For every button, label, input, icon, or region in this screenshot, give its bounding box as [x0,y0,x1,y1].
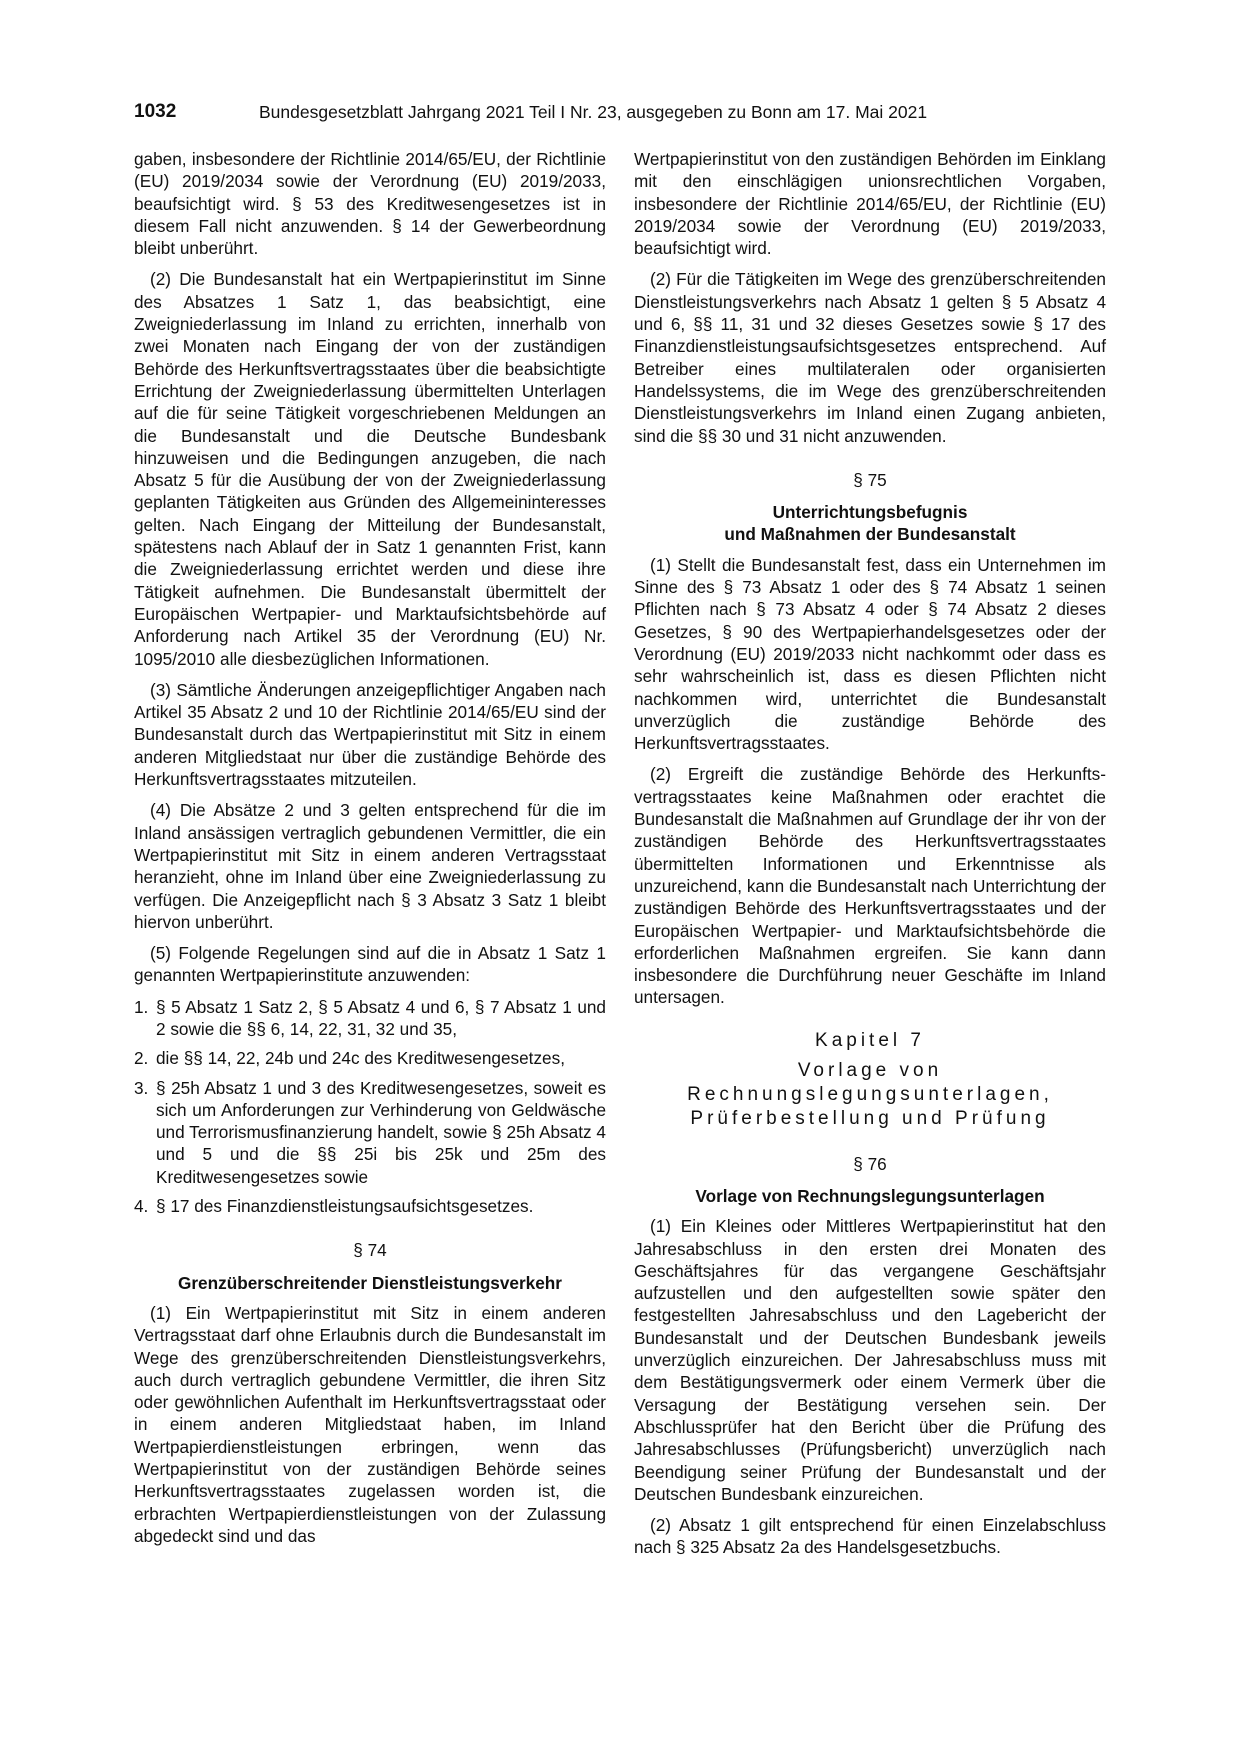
section-number: § 76 [853,1153,887,1174]
page-header [134,101,1094,131]
paragraph: (2) Die Bundesanstalt hat ein Wertpapierinstitut im Sinne des Absatzes 1 Satz 1, das beabsichtigt, eine Zweigniederlassung im Inland zu errichten, innerhalb von zwei Monaten nach Eingang der von der zuständigen Behörde des Herkunftsvertragsstaates über die beabsichtigte Errichtung der Zweigniederlassung übermittelten Unterlagen auf die für seine Tätigkeit vorgeschriebenen Meldungen an die Bundesanstalt und die Deutsche Bundesbank hinzuweisen und die Bedingungen anzugeben, die nach Absatz 5 für die Ausübung der von der Zweigniederlassung geplanten Tätigkeiten aus Gründen des Allgemeininteresses gelten. Nach Eingang der Mitteilung der Bundesanstalt, spätestens nach Ablauf der in Satz 1 genannten Frist, kann die Zweigniederlassung errichtet werden und diese ihre Tätigkeit aufnehmen. Die Bundesanstalt übermittelt der Europäischen Wertpapier- und Marktaufsichtsbehörde auf Anforderung nach Artikel 35 der Verordnung (EU) Nr. 1095/2010 alle diesbezüglichen Informationen. [134,269,606,669]
list-item [134,1047,606,1069]
right-column [634,148,1106,1568]
list-text: die §§ 14, 22, 24b und 24c des Kreditwesengesetzes, [156,1048,565,1069]
gazette-title: Bundesgesetzblatt Jahrgang 2021 Teil I Nr. 23, ausgegeben zu Bonn am 17. Mai 2021 [259,102,928,122]
chapter-title [634,1059,1106,1131]
paragraph: (1) Ein Kleines oder Mittleres Wertpapierinstitut hat den Jahresabschluss in den ersten drei Monaten des Geschäftsjahres für das vergangene Geschäftsjahr aufzustellen und den aufgestellten sowie später den festgestellten Jahresabschluss und den Lagebericht der Bundesanstalt und der Deutschen Bundesbank jeweils unverzüglich einzureichen. Der Jahresabschluss muss mit dem Bestätigungsvermerk oder einem Vermerk über die Versagung der Bestätigung versehen sein. Der Abschlussprüfer hat den Bericht über die Prüfung des Jahresabschlusses (Prüfungsbericht) unverzüglich nach Beendigung seiner Prüfung der Bundesanstalt und der Deutschen Bundesbank einzureichen. [634,1216,1106,1504]
section-title-line: und Maßnahmen der Bundesanstalt [724,524,1016,545]
list-item [134,996,606,1041]
chapter-title-line: Prüferbestellung und Prüfung [690,1107,1050,1129]
paragraph: (2) Für die Tätigkeiten im Wege des grenzüberschreitenden Dienstleistungsverkehrs nach Absatz 1 gelten § 5 Absatz 4 und 6, §§ 11, 31 und 32 dieses Gesetzes sowie § 17 des Finanzdienstleistungsaufsichtsgesetzes entsprechend. Auf Betreiber eines multilateralen oder organisierten Handelssystems, die im Wege des grenzüberschreitenden Dienstleistungsverkehrs im Inland einen Zugang anbieten, sind die §§ 30 und 31 nicht anzuwenden. [634,269,1106,446]
paragraph: Wertpapierinstitut von den zuständigen Behörden im Einklang mit den einschlägigen unionsrechtlichen Vorgaben, insbesondere der Richtlinie 2014/65/EU, der Richtlinie (EU) 2019/2034 sowie der Verordnung (EU) 2019/2033, beaufsichtigt wird. [634,149,1106,259]
list-text: § 17 des Finanzdienstleistungsaufsichtsgesetzes. [156,1196,534,1217]
chapter-label: Kapitel 7 [815,1029,925,1051]
paragraph: gaben, insbesondere der Richtlinie 2014/65/EU, der Richtlinie (EU) 2019/2034 sowie der Verordnung (EU) 2019/2033, beaufsichtigt wird. § 53 des Kreditwesengesetzes ist in diesem Fall nicht anzuwenden. § 14 der Gewerbeordnung bleibt unberührt. [134,149,606,259]
page-number: 1032 [134,101,177,122]
list-number: 2. [134,1048,149,1069]
section-number: § 75 [853,469,887,490]
list-text: § 25h Absatz 1 und 3 des Kreditwesengesetzes, soweit es sich um Anforderungen zur Verhinderung von Geldwäsche und Terrorismusfinanzierung handelt, sowie § 25h Absatz 4 und 5 und die §§ 25i bis 25k und 25m des Kreditwesengesetzes sowie [156,1077,606,1187]
chapter-title-line: Vorlage von [797,1059,943,1081]
paragraph: (1) Ein Wertpapierinstitut mit Sitz in einem anderen Vertragsstaat darf ohne Erlaubnis durch die Bundesanstalt im Wege des grenzüberschreitenden Dienstleistungsverkehrs, auch durch vertraglich gebundene Vermittler, die ihren Sitz oder gewöhnlichen Aufenthalt im Herkunftsvertragsstaat oder in einem anderen Mitgliedstaat haben, im Inland Wertpapierdienstleistungen erbringen, wenn das Wertpapierinstitut von der zuständigen Behörde seines Herkunftsvertragsstaates zugelassen worden ist, die erbrachten Wertpapierdienstleistungen von der Zulassung abgedeckt sind und das [134,1302,606,1546]
list-number: 3. [134,1077,149,1098]
regulation-list [134,996,606,1218]
list-item [134,1077,606,1188]
list-number: 4. [134,1196,149,1217]
list-item [134,1195,606,1217]
section-title [634,501,1106,546]
section-title: Vorlage von Rechnungslegungsunterlagen [695,1185,1045,1206]
left-column [134,148,606,1556]
section-number: § 74 [353,1240,387,1261]
section-title: Grenzüberschreitender Dienstleistungsverkehr [178,1272,562,1293]
list-number: 1. [134,996,149,1017]
paragraph: (1) Stellt die Bundesanstalt fest, dass ein Unternehmen im Sinne des § 73 Absatz 1 oder des § 74 Absatz 1 seinen Pflichten nach § 73 Absatz 4 oder § 74 Absatz 2 dieses Gesetzes, § 90 des Wertpapierhandelsgesetzes oder der Verordnung (EU) 2019/2033 nicht nachkommt oder dass es sehr wahrscheinlich ist, dass es diesen Pflichten nicht nachkommen wird, unterrichtet die Bundesanstalt unverzüglich die zuständige Behörde des Herkunftsvertragsstaates. [634,554,1106,754]
paragraph: (5) Folgende Regelungen sind auf die in Absatz 1 Satz 1 genannten Wertpapierinstitute anzuwenden: [134,943,606,986]
paragraph: (2) Ergreift die zuständige Behörde des Herkunftsvertragsstaates keine Maßnahmen oder erachtet die Bundesanstalt die Maßnahmen auf Grundlage der ihr von der zuständigen Behörde des Herkunftsvertragsstaates übermittelten Informationen und Erkenntnisse als unzureichend, kann die Bundesanstalt nach Unterrichtung der zuständigen Behörde des Herkunftsvertragsstaates und der Europäischen Wertpapier- und Marktaufsichtsbehörde die erforderlichen Maßnahmen ergreifen. Sie kann dann insbesondere die Durchführung neuer Geschäfte im Inland untersagen. [634,764,1106,1008]
chapter-title-line: Rechnungslegungsunterlagen, [687,1083,1053,1105]
paragraph: (2) Absatz 1 gilt entsprechend für einen Einzelabschluss nach § 325 Absatz 2a des Handelsgesetzbuchs. [634,1515,1106,1558]
paragraph: (4) Die Absätze 2 und 3 gelten entsprechend für die im Inland ansässigen vertraglich gebundenen Vermittler, die ein Wertpapierinstitut mit Sitz in einem anderen Vertragsstaat heranzieht, ohne im Inland über eine Zweigniederlassung zu verfügen. Die Anzeigepflicht nach § 3 Absatz 3 Satz 1 bleibt hiervon unberührt. [134,800,606,932]
section-title-line: Unterrichtungsbefugnis [772,502,968,523]
paragraph: (3) Sämtliche Änderungen anzeigepflichtiger Angaben nach Artikel 35 Absatz 2 und 10 der Richtlinie 2014/65/EU sind der Bundesanstalt durch das Wertpapierinstitut mit Sitz in einem anderen Mitgliedstaat nur über die zuständige Behörde des Herkunftsvertragsstaates mitzuteilen. [134,679,606,790]
list-text: § 5 Absatz 1 Satz 2, § 5 Absatz 4 und 6, § 7 Absatz 1 und 2 sowie die §§ 6, 14, 22, 31, 32 und 35, [156,996,606,1039]
